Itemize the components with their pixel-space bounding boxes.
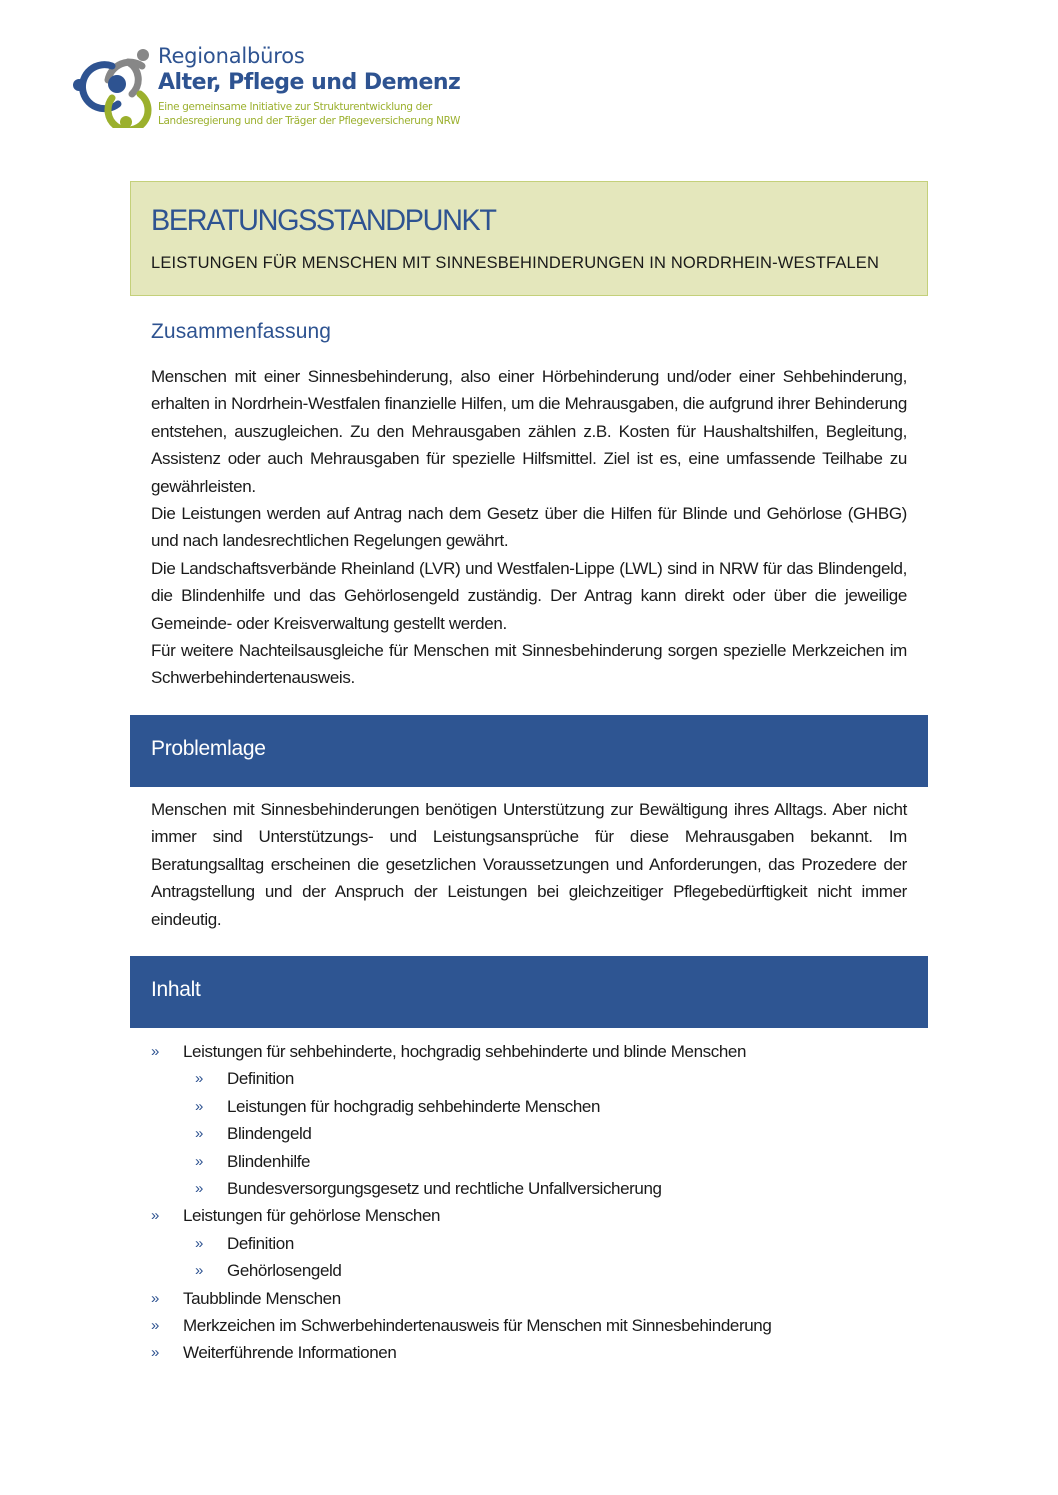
contents-subitem [151,1065,931,1092]
contents-item-label: Taubblinde Menschen [183,1288,341,1308]
people-circle-logo-icon [70,42,160,128]
contents-subitem-label: Bundesversorgungsgesetz und rechtliche Unfallversicherung [227,1178,662,1198]
contents-item-label: Weiterführende Informationen [183,1343,397,1363]
summary-heading: Zusammenfassung [151,320,332,343]
summary-paragraph: Menschen mit einer Sinnesbehinderung, also einer Hörbehinderung und/oder einer Sehbehinderung, erhalten in Nordrhein-Westfalen finanzielle Hilfen, um die Mehrausgaben, die aufgrund ihrer Behinderung entstehen, auszugleichen. Zu den Mehrausgaben zählen z.B. Kosten für Haushaltshilfen, Begleitung, Assistenz oder auch Mehrausgaben für spezielle Hilfsmittel. Ziel ist es, eine umfassende Teilhabe zu gewährleisten. [151,367,907,496]
contents-subitem [151,1175,931,1202]
contents-item [151,1285,931,1312]
double-chevron-icon: » [195,1125,203,1143]
contents-banner [130,956,928,1028]
document-title: BERATUNGSSTANDPUNKT [151,204,496,237]
problem-heading: Problemlage [151,737,266,760]
double-chevron-icon: » [151,1289,159,1307]
double-chevron-icon: » [195,1152,203,1170]
contents-subitem [151,1148,931,1175]
organization-logo [70,42,470,132]
summary-paragraph: Die Leistungen werden auf Antrag nach dem Gesetz über die Hilfen für Blinde und Gehörlose (GHBG) und nach landesrechtlichen Regelungen gewährt. [151,504,907,551]
summary-section [151,363,907,692]
contents-subitem [151,1230,931,1257]
contents-item [151,1202,931,1229]
contents-subitem [151,1120,931,1147]
double-chevron-icon: » [151,1207,159,1225]
contents-item [151,1038,931,1065]
contents-subitem [151,1093,931,1120]
contents-subitem [151,1257,931,1284]
logo-tagline-1: Eine gemeinsame Initiative zur Strukturentwicklung der [158,101,433,113]
document-subtitle: LEISTUNGEN FÜR MENSCHEN MIT SINNESBEHINDERUNGEN IN NORDRHEIN-WESTFALEN [151,254,880,272]
contents-item-label: Leistungen für gehörlose Menschen [183,1206,441,1226]
contents-subitem-label: Leistungen für hochgradig sehbehinderte Menschen [227,1096,601,1116]
double-chevron-icon: » [195,1070,203,1088]
logo-text [158,42,460,128]
double-chevron-icon: » [195,1262,203,1280]
logo-title-line: Alter, Pflege und Demenz [158,70,461,95]
contents-item [151,1312,931,1339]
logo-tagline-2: Landesregierung und der Träger der Pflegeversicherung NRW [158,115,461,127]
contents-heading: Inhalt [151,978,201,1001]
contents-item-label: Leistungen für sehbehinderte, hochgradig sehbehinderte und blinde Menschen [183,1042,747,1061]
double-chevron-icon: » [151,1344,159,1362]
problem-banner [130,715,928,787]
double-chevron-icon: » [151,1043,159,1060]
double-chevron-icon: » [195,1097,203,1115]
double-chevron-icon: » [195,1179,203,1197]
contents-item-label: Merkzeichen im Schwerbehindertenausweis für Menschen mit Sinnesbehinderung [183,1315,772,1335]
contents-subitem-label: Definition [227,1069,294,1089]
problem-section [151,796,907,933]
summary-paragraph: Für weitere Nachteilsausgleiche für Menschen mit Sinnesbehinderung sorgen spezielle Merkzeichen im Schwerbehindertenausweis. [151,641,907,688]
contents-subitem-label: Definition [227,1233,294,1253]
double-chevron-icon: » [151,1316,159,1334]
contents-subitem-label: Gehörlosengeld [227,1261,342,1281]
double-chevron-icon: » [195,1234,203,1252]
contents-item [151,1339,931,1366]
title-box [130,181,928,296]
problem-paragraph: Menschen mit Sinnesbehinderungen benötigen Unterstützung zur Bewältigung ihres Alltags. Aber nicht immer sind Unterstützungs- und Leistungsansprüche für diese Mehrausgaben bekannt. Im Beratungsalltag erscheinen die gesetzlichen Voraussetzungen und Anforderungen, das Prozedere der Antragstellung und der Anspruch der Leistungen bei gleichzeitiger Pflegebedürftigkeit nicht immer eindeutig. [151,800,907,929]
contents-subitem-label: Blindenhilfe [227,1151,311,1171]
contents-subitem-label: Blindengeld [227,1124,312,1144]
logo-name-line: Regionalbüros [158,44,305,68]
summary-paragraph: Die Landschaftsverbände Rheinland (LVR) und Westfalen-Lippe (LWL) sind in NRW für das Blindengeld, die Blindenhilfe und das Gehörlosengeld zuständig. Der Antrag kann direkt oder über die jeweilige Gemeinde- oder Kreisverwaltung gestellt werden. [151,558,907,633]
contents-list [151,1038,931,1367]
